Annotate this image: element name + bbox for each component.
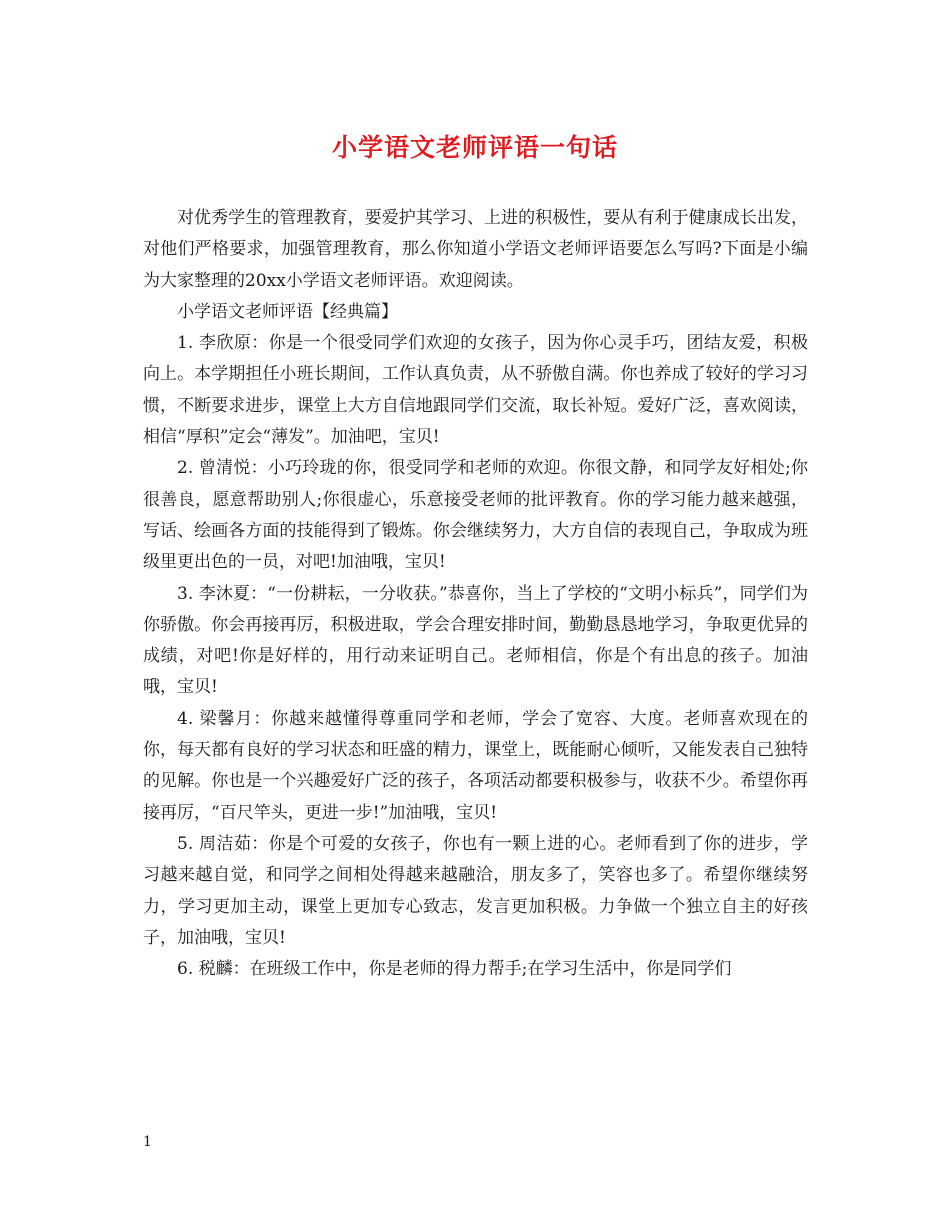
- document-body: [143, 203, 808, 985]
- comment-paragraph: 6. 税麟：在班级工作中，你是老师的得力帮手;在学习生活中，你是同学们: [177, 959, 732, 980]
- document-title: 小学语文老师评语一句话: [331, 133, 618, 162]
- comment-paragraph: 5. 周洁茹：你是个可爱的女孩子，你也有一颗上进的心。老师看到了你的进步，学习越来越自觉，和同学之间相处得越来越融洽，朋友多了，笑容也多了。希望你继续努力，学习更加主动，课堂上更加专心致志，发言更加积极。力争做一个独立自主的好孩子，加油哦，宝贝!: [143, 833, 808, 948]
- comment-paragraph: 3. 李沐夏：“一份耕耘，一分收获。”恭喜你，当上了学校的“文明小标兵”，同学们为你骄傲。你会再接再厉，积极进取，学会合理安排时间，勤勤恳恳地学习，争取更优异的成绩，对吧!你是好样的，用行动来证明自己。老师相信，你是个有出息的孩子。加油哦，宝贝!: [143, 583, 808, 698]
- page-number: 1: [143, 1134, 152, 1150]
- comment-paragraph: 4. 梁馨月：你越来越懂得尊重同学和老师，学会了宽容、大度。老师喜欢现在的你，每天都有良好的学习状态和旺盛的精力，课堂上，既能耐心倾听，又能发表自己独特的见解。你也是一个兴趣爱好广泛的孩子，各项活动都要积极参与，收获不少。希望你再接再厉，“百尺竿头，更进一步!”加油哦，宝贝!: [143, 708, 808, 823]
- comment-paragraph: 2. 曾清悦：小巧玲珑的你，很受同学和老师的欢迎。你很文静，和同学友好相处;你很善良，愿意帮助别人;你很虚心，乐意接受老师的批评教育。你的学习能力越来越强，写话、绘画各方面的技能得到了锻炼。你会继续努力，大方自信的表现自己，争取成为班级里更出色的一员，对吧!加油哦，宝贝!: [143, 458, 808, 573]
- section-heading: 小学语文老师评语【经典篇】: [177, 301, 398, 322]
- comment-paragraph: 1. 李欣原：你是一个很受同学们欢迎的女孩子，因为你心灵手巧，团结友爱，积极向上。本学期担任小班长期间，工作认真负责，从不骄傲自满。你也养成了较好的学习习惯，不断要求进步，课堂上大方自信地跟同学们交流，取长补短。爱好广泛，喜欢阅读，相信“厚积”定会“薄发”。加油吧，宝贝!: [143, 333, 808, 448]
- intro-paragraph: 对优秀学生的管理教育，要爱护其学习、上进的积极性，要从有利于健康成长出发，对他们严格要求，加强管理教育，那么你知道小学语文老师评语要怎么写吗?下面是小编为大家整理的20xx小学语文老师评语。欢迎阅读。: [143, 208, 808, 291]
